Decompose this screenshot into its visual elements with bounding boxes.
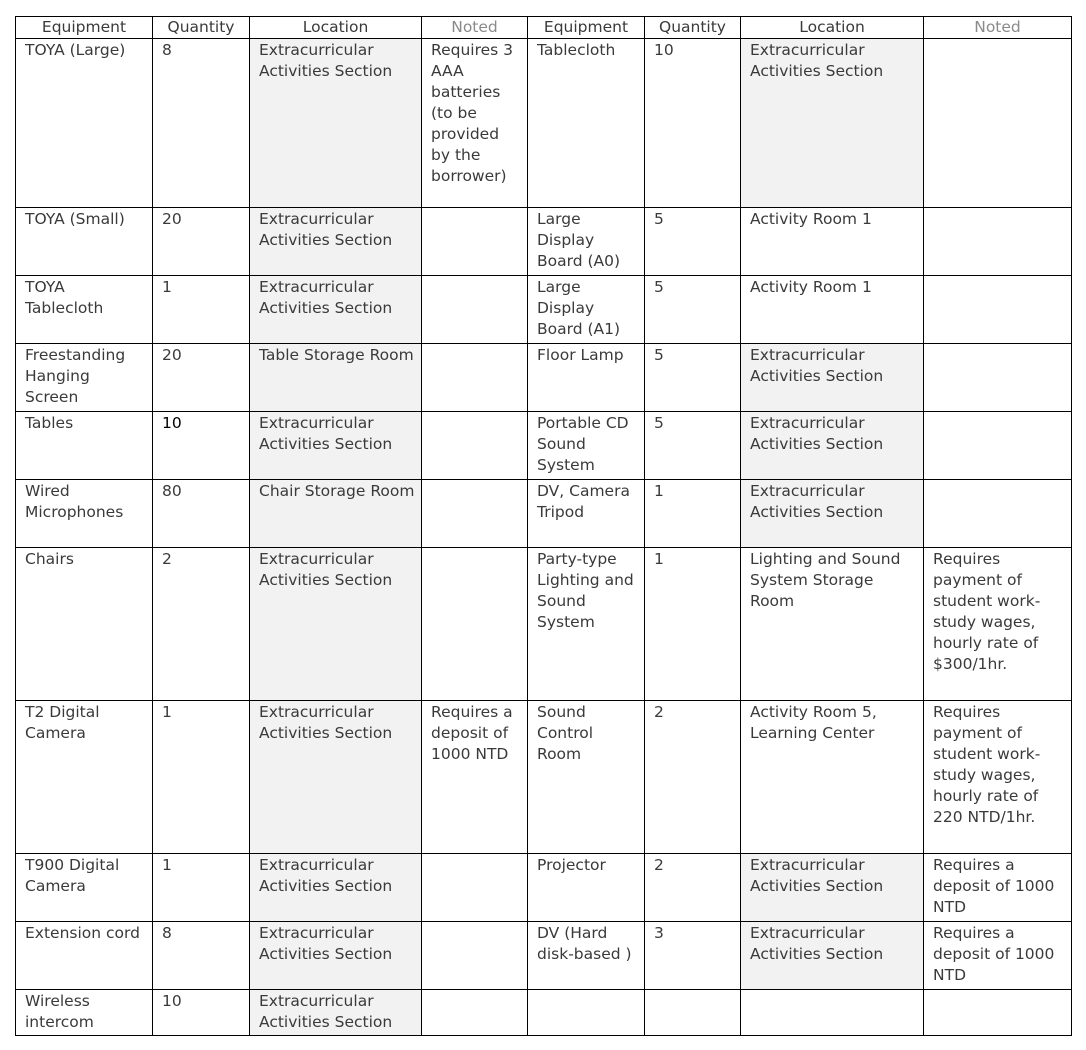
- equipment-cell: T2 Digital Camera: [16, 701, 153, 854]
- quantity-cell: 20: [153, 344, 250, 412]
- location-cell: Extracurricular Activities Section: [250, 412, 422, 480]
- location-cell: Extracurricular Activities Section: [250, 276, 422, 344]
- location-cell-2: Extracurricular Activities Section: [741, 480, 924, 548]
- table-row: [16, 701, 1072, 854]
- location-cell: Extracurricular Activities Section: [250, 990, 422, 1036]
- equipment-cell-2: DV, Camera Tripod: [528, 480, 645, 548]
- equipment-cell-2: [528, 990, 645, 1036]
- table-row: [16, 208, 1072, 276]
- noted-cell-2: [924, 276, 1072, 344]
- equipment-cell-2: Tablecloth: [528, 39, 645, 208]
- table-row: [16, 480, 1072, 548]
- noted-cell-2: [924, 344, 1072, 412]
- equipment-cell: TOYA Tablecloth: [16, 276, 153, 344]
- location-cell: Extracurricular Activities Section: [250, 39, 422, 208]
- noted-cell-2: [924, 208, 1072, 276]
- location-cell-2: Activity Room 5, Learning Center: [741, 701, 924, 854]
- quantity-cell: 10: [153, 990, 250, 1036]
- equipment-cell-2: Large Display Board (A0): [528, 208, 645, 276]
- location-cell-2: Activity Room 1: [741, 208, 924, 276]
- quantity-cell: 8: [153, 39, 250, 208]
- noted-cell: Requires 3 AAA batteries (to be provided by the borrower): [422, 39, 528, 208]
- noted-cell: Requires a deposit of 1000 NTD: [422, 701, 528, 854]
- header-noted-2: Noted: [924, 17, 1072, 39]
- quantity-cell-2: 2: [645, 701, 741, 854]
- location-cell-2: Extracurricular Activities Section: [741, 854, 924, 922]
- header-location: Location: [250, 17, 422, 39]
- noted-cell: [422, 344, 528, 412]
- header-quantity-2: Quantity: [645, 17, 741, 39]
- quantity-cell: 80: [153, 480, 250, 548]
- quantity-cell: 1: [153, 854, 250, 922]
- noted-cell: [422, 480, 528, 548]
- quantity-cell-2: 1: [645, 548, 741, 701]
- equipment-cell: TOYA (Small): [16, 208, 153, 276]
- location-cell-2: Lighting and Sound System Storage Room: [741, 548, 924, 701]
- noted-cell-2: [924, 480, 1072, 548]
- location-cell-2: Extracurricular Activities Section: [741, 344, 924, 412]
- equipment-cell-2: DV (Hard disk-based ): [528, 922, 645, 990]
- location-cell-2: Extracurricular Activities Section: [741, 412, 924, 480]
- noted-cell-2: Requires payment of student work-study wages, hourly rate of $300/1hr.: [924, 548, 1072, 701]
- equipment-table-container: [15, 16, 1072, 1036]
- noted-cell-2: Requires a deposit of 1000 NTD: [924, 922, 1072, 990]
- location-cell: Table Storage Room: [250, 344, 422, 412]
- table-row: [16, 922, 1072, 990]
- noted-cell: [422, 412, 528, 480]
- table-row: [16, 39, 1072, 208]
- noted-cell-2: [924, 990, 1072, 1036]
- location-cell-2: Extracurricular Activities Section: [741, 39, 924, 208]
- quantity-cell-2: 5: [645, 344, 741, 412]
- table-row: [16, 276, 1072, 344]
- equipment-cell: T900 Digital Camera: [16, 854, 153, 922]
- quantity-cell: 1: [153, 276, 250, 344]
- quantity-cell-2: 5: [645, 276, 741, 344]
- quantity-cell: 10: [153, 412, 250, 480]
- equipment-cell: Freestanding Hanging Screen: [16, 344, 153, 412]
- location-cell: Extracurricular Activities Section: [250, 701, 422, 854]
- table-row: [16, 344, 1072, 412]
- noted-cell-2: [924, 39, 1072, 208]
- location-cell: Chair Storage Room: [250, 480, 422, 548]
- table-row: [16, 990, 1072, 1036]
- header-equipment: Equipment: [16, 17, 153, 39]
- noted-cell: [422, 990, 528, 1036]
- noted-cell: [422, 276, 528, 344]
- equipment-cell: Wireless intercom: [16, 990, 153, 1036]
- location-cell: Extracurricular Activities Section: [250, 854, 422, 922]
- noted-cell: [422, 922, 528, 990]
- equipment-cell-2: Party-type Lighting and Sound System: [528, 548, 645, 701]
- table-row: [16, 854, 1072, 922]
- quantity-cell: 20: [153, 208, 250, 276]
- location-cell: Extracurricular Activities Section: [250, 548, 422, 701]
- equipment-table: [15, 16, 1072, 1036]
- equipment-cell-2: Portable CD Sound System: [528, 412, 645, 480]
- noted-cell: [422, 208, 528, 276]
- header-row: [16, 17, 1072, 39]
- header-location-2: Location: [741, 17, 924, 39]
- header-noted: Noted: [422, 17, 528, 39]
- equipment-cell: Extension cord: [16, 922, 153, 990]
- table-row: [16, 548, 1072, 701]
- noted-cell-2: Requires a deposit of 1000 NTD: [924, 854, 1072, 922]
- equipment-cell-2: Floor Lamp: [528, 344, 645, 412]
- noted-cell-2: Requires payment of student work-study wages, hourly rate of 220 NTD/1hr.: [924, 701, 1072, 854]
- table-row: [16, 412, 1072, 480]
- quantity-cell-2: 5: [645, 412, 741, 480]
- location-cell: Extracurricular Activities Section: [250, 922, 422, 990]
- location-cell: Extracurricular Activities Section: [250, 208, 422, 276]
- quantity-cell: 8: [153, 922, 250, 990]
- location-cell-2: Extracurricular Activities Section: [741, 922, 924, 990]
- quantity-cell-2: [645, 990, 741, 1036]
- location-cell-2: [741, 990, 924, 1036]
- header-quantity: Quantity: [153, 17, 250, 39]
- quantity-cell-2: 2: [645, 854, 741, 922]
- equipment-cell: Wired Microphones: [16, 480, 153, 548]
- equipment-cell: Tables: [16, 412, 153, 480]
- quantity-cell-2: 3: [645, 922, 741, 990]
- quantity-cell: 2: [153, 548, 250, 701]
- equipment-cell-2: Sound Control Room: [528, 701, 645, 854]
- quantity-cell-2: 10: [645, 39, 741, 208]
- noted-cell: [422, 854, 528, 922]
- equipment-cell: Chairs: [16, 548, 153, 701]
- equipment-cell: TOYA (Large): [16, 39, 153, 208]
- quantity-cell-2: 1: [645, 480, 741, 548]
- noted-cell-2: [924, 412, 1072, 480]
- equipment-cell-2: Projector: [528, 854, 645, 922]
- location-cell-2: Activity Room 1: [741, 276, 924, 344]
- quantity-cell: 1: [153, 701, 250, 854]
- header-equipment-2: Equipment: [528, 17, 645, 39]
- noted-cell: [422, 548, 528, 701]
- equipment-cell-2: Large Display Board (A1): [528, 276, 645, 344]
- quantity-cell-2: 5: [645, 208, 741, 276]
